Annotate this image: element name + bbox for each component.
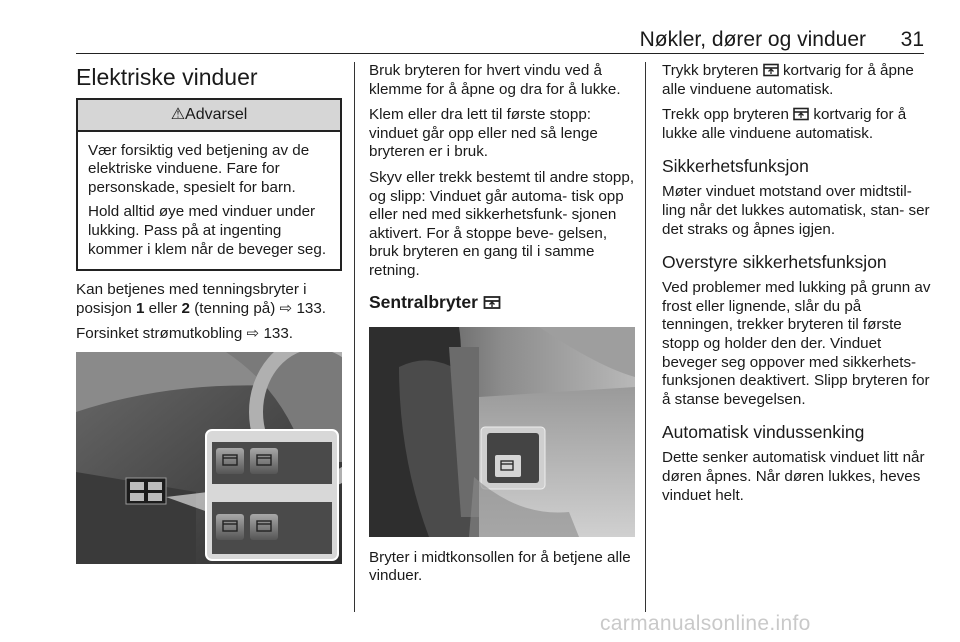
paragraph-override: Ved problemer med lukking på grunn av frost eller lignende, slår du på tenningen, trekker bryteren til første stopp og holder den der. Vinduet beveger seg oppover med sikkerhets- funksjonen deaktivert. Slipp bryteren for å stanse bevegelsen. [662,279,931,408]
warning-text-1: Vær forsiktig ved betjening av de elektriske vinduene. Fare for personskade, spesielt for barn. [88,141,310,196]
text: Trykk bryteren [662,62,763,79]
text: eller [144,299,182,317]
text: (tenning på) [190,299,280,317]
paragraph-open-all [662,62,932,99]
window-switch-icon [763,63,779,77]
paragraph-close-all [662,106,932,143]
column-divider-1 [354,62,355,612]
paragraph-ignition [76,281,342,318]
warning-title: Advarsel [185,106,248,123]
center-console-photo [369,327,635,537]
heading-text: Sentralbryter [369,291,478,312]
reference-arrow-icon: ⇨ [279,299,293,317]
window-switch-icon [793,107,809,121]
warning-icon: ⚠ [170,106,186,123]
page-number: 31 [900,28,924,51]
text: Kan betjenes med tenningsbryter i posisjon [76,281,307,317]
override-heading: Overstyre sikkerhetsfunksjon [662,252,887,273]
photo-caption: Bryter i midtkonsollen for å betjene alle vinduer. [369,548,631,585]
paragraph-auto-lowering: Dette senker automatisk vinduet litt når døren åpnes. Når døren lukkes, heves vinduet helt. [662,449,925,504]
text: Trekk opp bryteren [662,106,794,124]
page-reference-link[interactable]: 133. [263,325,294,343]
text: kortvarig for å åpne alle vinduene automatisk. [662,62,914,98]
warning-body [78,132,340,270]
paragraph-first-stop: Klem eller dra lett til første stopp: vinduet går opp eller ned så lenge bryteren er i bruk. [369,106,598,161]
door-switch-photo [76,352,342,564]
text: kortvarig for å lukke alle vinduene automatisk. [662,106,907,142]
column-divider-2 [645,62,646,612]
warning-text-2: Hold alltid øye med vinduer under lukking. Pass på at ingenting kommer i klem når de beveger seg. [88,203,327,258]
column-3 [662,62,932,512]
paragraph-safety: Møter vinduet motstand over midtstil- ling når det lukkes automatisk, stan- ser det straks og åpnes igjen. [662,183,930,238]
paragraph-second-stop: Skyv eller trekk bestemt til andre stopp, og slipp: Vinduet går automa- tisk opp eller ned med sikkerhetsfunk- sjonen aktivert. For å stoppe beve- gelsen, bruk bryteren en gang til i samme retning. [369,168,635,279]
warning-box [76,98,342,271]
header-rule [76,53,924,54]
auto-lowering-heading: Automatisk vindussenking [662,422,865,443]
central-switch-heading [369,291,635,313]
column-1 [76,62,342,564]
watermark: carmanualsonline.info [600,612,811,635]
position-2: 2 [181,299,190,317]
position-1: 1 [135,299,145,317]
column-2 [369,62,635,593]
warning-header [78,100,340,132]
text: Forsinket strømutkobling [76,325,247,343]
page-reference-link[interactable]: 133. [296,299,327,317]
page-header-title: Nøkler, dører og vinduer [639,28,866,51]
paragraph-delayed-power [76,325,342,344]
reference-arrow-icon: ⇨ [246,325,260,343]
window-switch-icon [483,295,501,310]
safety-heading: Sikkerhetsfunksjon [662,156,809,177]
paragraph-window-switch: Bruk bryteren for hvert vindu ved å klemme for å åpne og dra for å lukke. [369,62,621,98]
section-heading: Elektriske vinduer [76,64,258,90]
